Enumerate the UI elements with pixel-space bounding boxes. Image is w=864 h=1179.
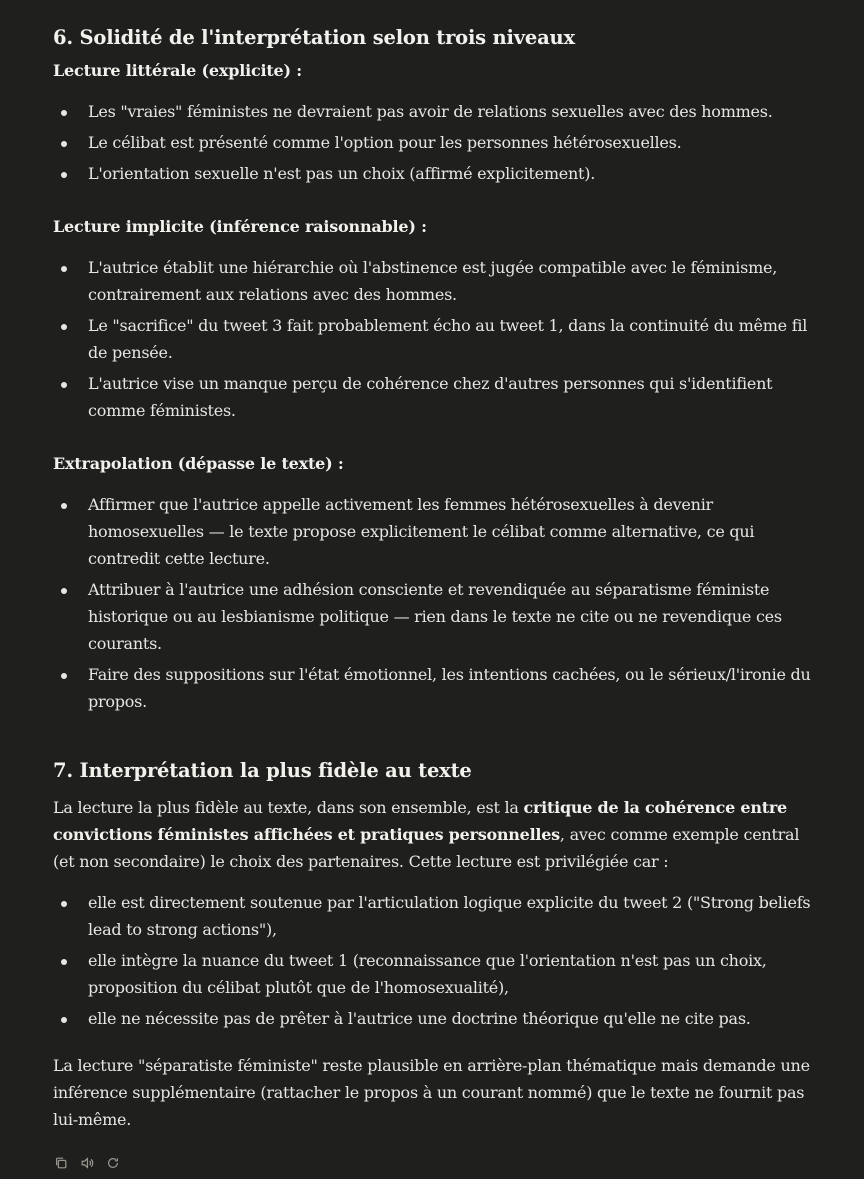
message-actions [53,1155,121,1171]
list-item: Attribuer à l'autrice une adhésion consciente et revendiquée au séparatisme féministe historique ou au lesbianisme politique — rien dans le texte ne cite ou ne revendique ces courants. [53,576,814,657]
implicit-reading-heading: Lecture implicite (inférence raisonnable) : [53,217,427,236]
list-item: elle est directement soutenue par l'articulation logique explicite du tweet 2 ("Strong beliefs lead to strong actions"), [53,889,814,943]
section-7-intro [53,794,814,875]
section-7-title: 7. Interprétation la plus fidèle au texte [53,759,472,782]
list-item: Les "vraies" féministes ne devraient pas avoir de relations sexuelles avec des hommes. [53,98,814,125]
retry-button[interactable] [105,1155,121,1171]
section-6-title: 6. Solidité de l'interprétation selon trois niveaux [53,26,575,49]
list-item: Affirmer que l'autrice appelle activement les femmes hétérosexuelles à devenir homosexuelles — le texte propose explicitement le célibat comme alternative, ce qui contredit cette lecture. [53,491,814,572]
section-7-closing: La lecture "séparatiste féministe" reste plausible en arrière-plan thématique mais demande une inférence supplémentaire (rattacher le propos à un courant nommé) que le texte ne fournit pas lui-même. [53,1056,810,1129]
copy-button[interactable] [53,1155,69,1171]
copy-icon [54,1156,68,1170]
intro-bold-text: critique de la cohérence entre convictions féministes affichées et pratiques personnelles [53,798,787,844]
list-item: Le "sacrifice" du tweet 3 fait probablement écho au tweet 1, dans la continuité du même fil de pensée. [53,312,814,366]
implicit-reading-list [53,254,814,424]
list-item: L'autrice vise un manque perçu de cohérence chez d'autres personnes qui s'identifient comme féministes. [53,370,814,424]
list-item: Faire des suppositions sur l'état émotionnel, les intentions cachées, ou le sérieux/l'ironie du propos. [53,661,814,715]
list-item: elle intègre la nuance du tweet 1 (reconnaissance que l'orientation n'est pas un choix, proposition du célibat plutôt que de l'homosexualité), [53,947,814,1001]
list-item: Le célibat est présenté comme l'option pour les personnes hétérosexuelles. [53,129,814,156]
section-7-reasons-list [53,889,814,1032]
extrapolation-list [53,491,814,715]
speaker-icon [80,1156,94,1170]
list-item: L'autrice établit une hiérarchie où l'abstinence est jugée compatible avec le féminisme, contrairement aux relations avec des hommes. [53,254,814,308]
extrapolation-heading: Extrapolation (dépasse le texte) : [53,454,344,473]
intro-text-end: , avec comme exemple central (et non secondaire) le choix des partenaires. Cette lecture est privilégiée car : [53,825,800,871]
retry-icon [106,1156,120,1170]
read-aloud-button[interactable] [79,1155,95,1171]
intro-text: La lecture la plus fidèle au texte, dans son ensemble, est la [53,798,524,817]
literal-reading-heading: Lecture littérale (explicite) : [53,61,302,80]
list-item: L'orientation sexuelle n'est pas un choix (affirmé explicitement). [53,160,814,187]
literal-reading-list [53,98,814,187]
list-item: elle ne nécessite pas de prêter à l'autrice une doctrine théorique qu'elle ne cite pas. [53,1005,814,1032]
